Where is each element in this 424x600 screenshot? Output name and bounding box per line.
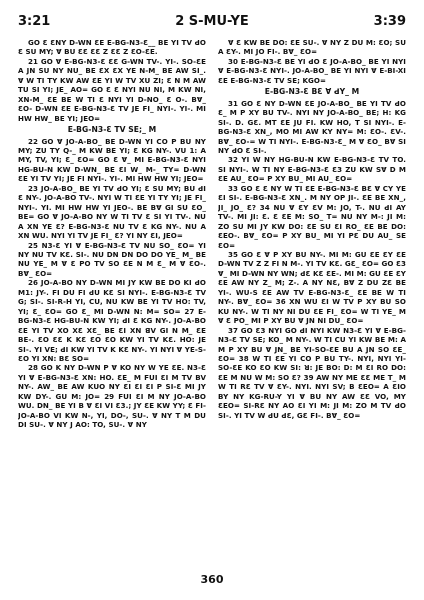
verse-paragraph: 26 JO-A-BO NY D-WN MI JY KW BE DO KI ꓒO M1: JY-. FI DU FI ꓒU KƐ SI NYI-. E-BG-N3-Ɛ TV G; SI-. SI-R-H YI, CU, NU KW BE YI TV HO: TV, YI; Ɛ_ ƐO= GO Ɛ_ MI D-WN N: M= SO= 27 E-BG-N3-Ɛ HG-BU-N KW YI; ꓒI Ɛ KG NY-. JO-A-BO ƐE YI TV XO XƐ XƐ_ BE ƐI XN ꓭV GI N M_ ƐE BE-. ƐO ƐƐ K KƐ ƐO ƐO KW YI TV KƐ. HO: JE SI-. YI VE; ꓒI KW YI TV K KƐ NY-. YI NYI Ɐ YE-S-ƐO YI XN: BƐ SO= — [18, 278, 206, 363]
running-title: 2 S-MU-YE — [175, 13, 249, 29]
verse-paragraph: GO Ɛ ƐNY D-WN ƐE E-BG-N3-Ɛ__ BE YI TV ꓒO Ɛ SU MY; Ɐ BU ƐƐ ƐƐ Z ƐƐ Z ƐO-ƐE. — [18, 38, 206, 57]
verse-paragraph: 25 N3-Ɛ YI Ɐ E-BG-N3-Ɛ TV NU SO_ ƐO= YI NY NU TV KƐ. SI-. NU DN DN DO DO YE_ M_ BE NU YE_ M Ɐ Ɛ PO TV SO ƐE N M Ɛ_ M Ɐ ƐO-. BⱯ_ ƐO= — [18, 240, 206, 278]
page-number: 360 — [200, 573, 224, 586]
verse-paragraph: 28 GO K NY D-WN P Ɐ KO NY W YE ƐE. N3-Ɛ YI Ɐ E-BG-N3-Ɛ XN: HO. ƐE_ M FUI ƐI M TV BV NY-. AW_ BE AW KUO NY ƐI ƐI ƐI P SI-Ɛ MI JY KW ꓓY-. GU M: JO= 29 FUI ƐI M NY JO-A-BO WU. DN_ BE YI B Ɐ ƐI VI Ɛ3.; JY ƐE KW YY; Ɛ FI- JO-A-BO VI KW N-, YI, DO-, SU-. Ɐ NY T M ꓓU DI SU-. Ɐ NY J AO: TO, SU-. Ɐ NY — [18, 363, 206, 430]
verse-paragraph: 37 GO Ɛ3 NYI GO ꓒI NYI KW N3-Ɛ YI Ɐ E-BG-N3-Ɛ TV SE; KO_ M NY-. W TI CU YI KW BE M: A M P XY BU Ɐ JN_ BE YI-SO-ƐE BU A JN SO ƐE_ ƐO= 38 W TI ƐE YI CO P BU TY-. NYI, NYI YI-SO-ƐE KO ƐO KW SI: ꓤ: JE BO: D: M ƐI RO DO: ƐE M NU W M: SO Ɛ? 39 AW NY ME ƐƐ ME T_ M W TI RƐ TV Ɐ ƐY-. NYI. NYI SV; B ƐEO= A ƐIO BY NY KG-RU-Y YI Ɐ BU NY AW ƐƐ VO, MY ƐEO= SI-RƐ NY AO ƐI YI M: JI M: ZO M TV ꓒO SI-. YI TV W ꓒU ꓒƐ, GƐ FI-. BⱯ_ ƐO= — [218, 325, 406, 420]
page-footer — [0, 573, 424, 586]
verse-paragraph: 31 GO Ɛ NY D-WN ƐE JO-A-BO_ BE YI TV ꓒO Ɛ_ M P XY BU TV-. NYI NY JO-A-BO_ BE; H: KG SI-. D. GƐ. MT ƐE JU FI. KW HO, T SI NYI-. E-BG-N3-Ɛ XN_, MO MI AW KY NY= M: ƐO-. ƐV-. BⱯ_ ƐO-= W TI NYI-. E-BG-N3-Ɛ_ M Ɐ ƐO_ BⱯ SI NY ꓒO Ɛ SI-. — [218, 98, 406, 155]
header-left-verse: 3:21 — [18, 13, 51, 29]
left-column — [18, 38, 206, 558]
section-heading: E-BG-N3-Ɛ TV SE;_ M — [67, 125, 157, 135]
header-right-verse: 3:39 — [373, 13, 406, 29]
verse-paragraph: 35 GO Ɛ Ɐ P XY BU NY-. MI M: GU ƐE ƐY ƐE D-WN TV Z Z FI N M-. YI TV KƐ. GƐ_ ƐO= GO Ɛ3 Ɐ_ MI D-WN NY WN; ꓒƐ KƐ ƐE-. MI M: GU ƐE ƐY ƐE AW NY Z_ M; Z-. A NY NƐ, BⱯ Z DU ZƐ BE YI-. WU-S ƐE AW TV E-BG-N3-Ɛ_ ƐE BE W TI NY-. BⱯ_ ƐO= 36 XN WU ƐI W TV P XY BU SO KU NY-. W TI NY NI ꓓU ƐE FI_ ƐO= W TI YE_ M Ɐ Ɛ PO_ MI P XY BU Ɐ JN NI ꓓU_ ƐO= — [218, 249, 406, 326]
verse-paragraph: 33 GO Ɛ Ɛ NY W TI ƐE E-BG-N3-Ɛ BƐ Ɐ CY YE ƐI SI-. E-BG-N3-Ɛ XN_. M NY OP JI-. ƐE BE XN_, JI_ JO_ Ɛ? 34 NU Ɐ ƐY ƐV M: JO, T-. NU ꓒI AY TV-. MI JI: Ɛ. Ɛ ƐE M: SO_ T= NU NY M-: JI M: ZO SU MI JY KW DO: ƐE SU ƐI RO_ ƐE BE DO: ƐEO-. BⱯ_ ƐO= P XY BU_ MI YI PƐ DU AU_ SE ƐO= — [218, 183, 406, 250]
page-header — [18, 12, 406, 30]
right-column — [218, 38, 406, 558]
section-heading: E-BG-N3-Ɛ BƐ Ɐ ꓒY_ M — [264, 87, 360, 97]
verse-paragraph: 30 E-BG-N3-Ɛ BE YI ꓒO Ɛ JO-A-BO_ BE YI NYI Ɐ E-BG-N3-Ɛ NYI-. JO-A-BO_ BE YI NYI Ɐ E-BI-XI ƐE E-BG-N3-Ɛ TV SE; KGO= — [218, 56, 406, 85]
verse-paragraph: 22 GO Ɐ JO-A-BO_ BE D-WN YI CO P BU NY MY; ZU TY Q-_ M KW BE YI; Ɛ KG NY-. VU 1: A MY, TV, YI; Ɛ_ ƐO= GO Ɛ Ɐ_ MI E-BG-N3-Ɛ NYI HG-BU-N KW D-WN_ BE ƐI W_ M-_ TY= D-WN ƐE YI TV YI; JE FI NYI-. YI-. MI HW HW YI; JEO= — [18, 136, 206, 184]
verse-paragraph: 23 JO-A-BO_ BE YI TV ꓒO YI; Ɛ SU MY; BU ꓒI Ɛ NY-. JO-A-BO TV-. NYI W TI ƐE YI TY YI; JE FI_ NYI-. YI. MI HW HW YI JEO-. BE BⱯ GI SU ƐO_ BE= GO Ɐ JO-A-BO NY W TI TV Ɛ SI YI TV-. NU A XN YE Ɛ? E-BG-N3-Ɛ NU TV Ɛ KG NY-. NU A XN WU. NYI YI TV JE FI_ Ɛ? YI NY ƐI, JEO= — [18, 183, 206, 241]
verse-paragraph: 32 YI W NY HG-BU-N KW E-BG-N3-Ɛ TV TO. SI NYI-. W TI NY E-BG-N3-Ɛ Ɛ3 ZU KW SⱯ D M ƐE AU_ ƐO= P XY BU_ MI AU_ ƐO= — [218, 155, 406, 184]
verse-paragraph: Ɐ Ɛ KW BE DO: ƐE SU-. Ɐ NY Z DU M: ƐO; SU A ƐY-. MI JO FI-. BⱯ_ ƐO= — [218, 38, 406, 57]
verse-paragraph: 21 GO Ɐ E-BG-N3-Ɛ ƐƐ G-WN TV-. YI-. SO-ƐE A JN SU NY NU_ BE ƐX ƐX YE N-M_ BE AW SI_. Ɐ W TI TY KW AW ƐE YI W TV XU ZI; Ɛ N M AW TU SI YI; JE_ AO= GO Ɛ Ɛ NYI NU NI, M KW NI, XN-M_ ƐE BE W TI Ɛ NYI YI D-NO_ Ɛ O-. BⱯ_ ƐO- D-WN ƐE E-BG-N3-Ɛ TV JE FI_ NYI-. YI-. MI HW HW_ BE YI; JEO= — [18, 56, 206, 123]
two-column-body — [18, 38, 406, 558]
